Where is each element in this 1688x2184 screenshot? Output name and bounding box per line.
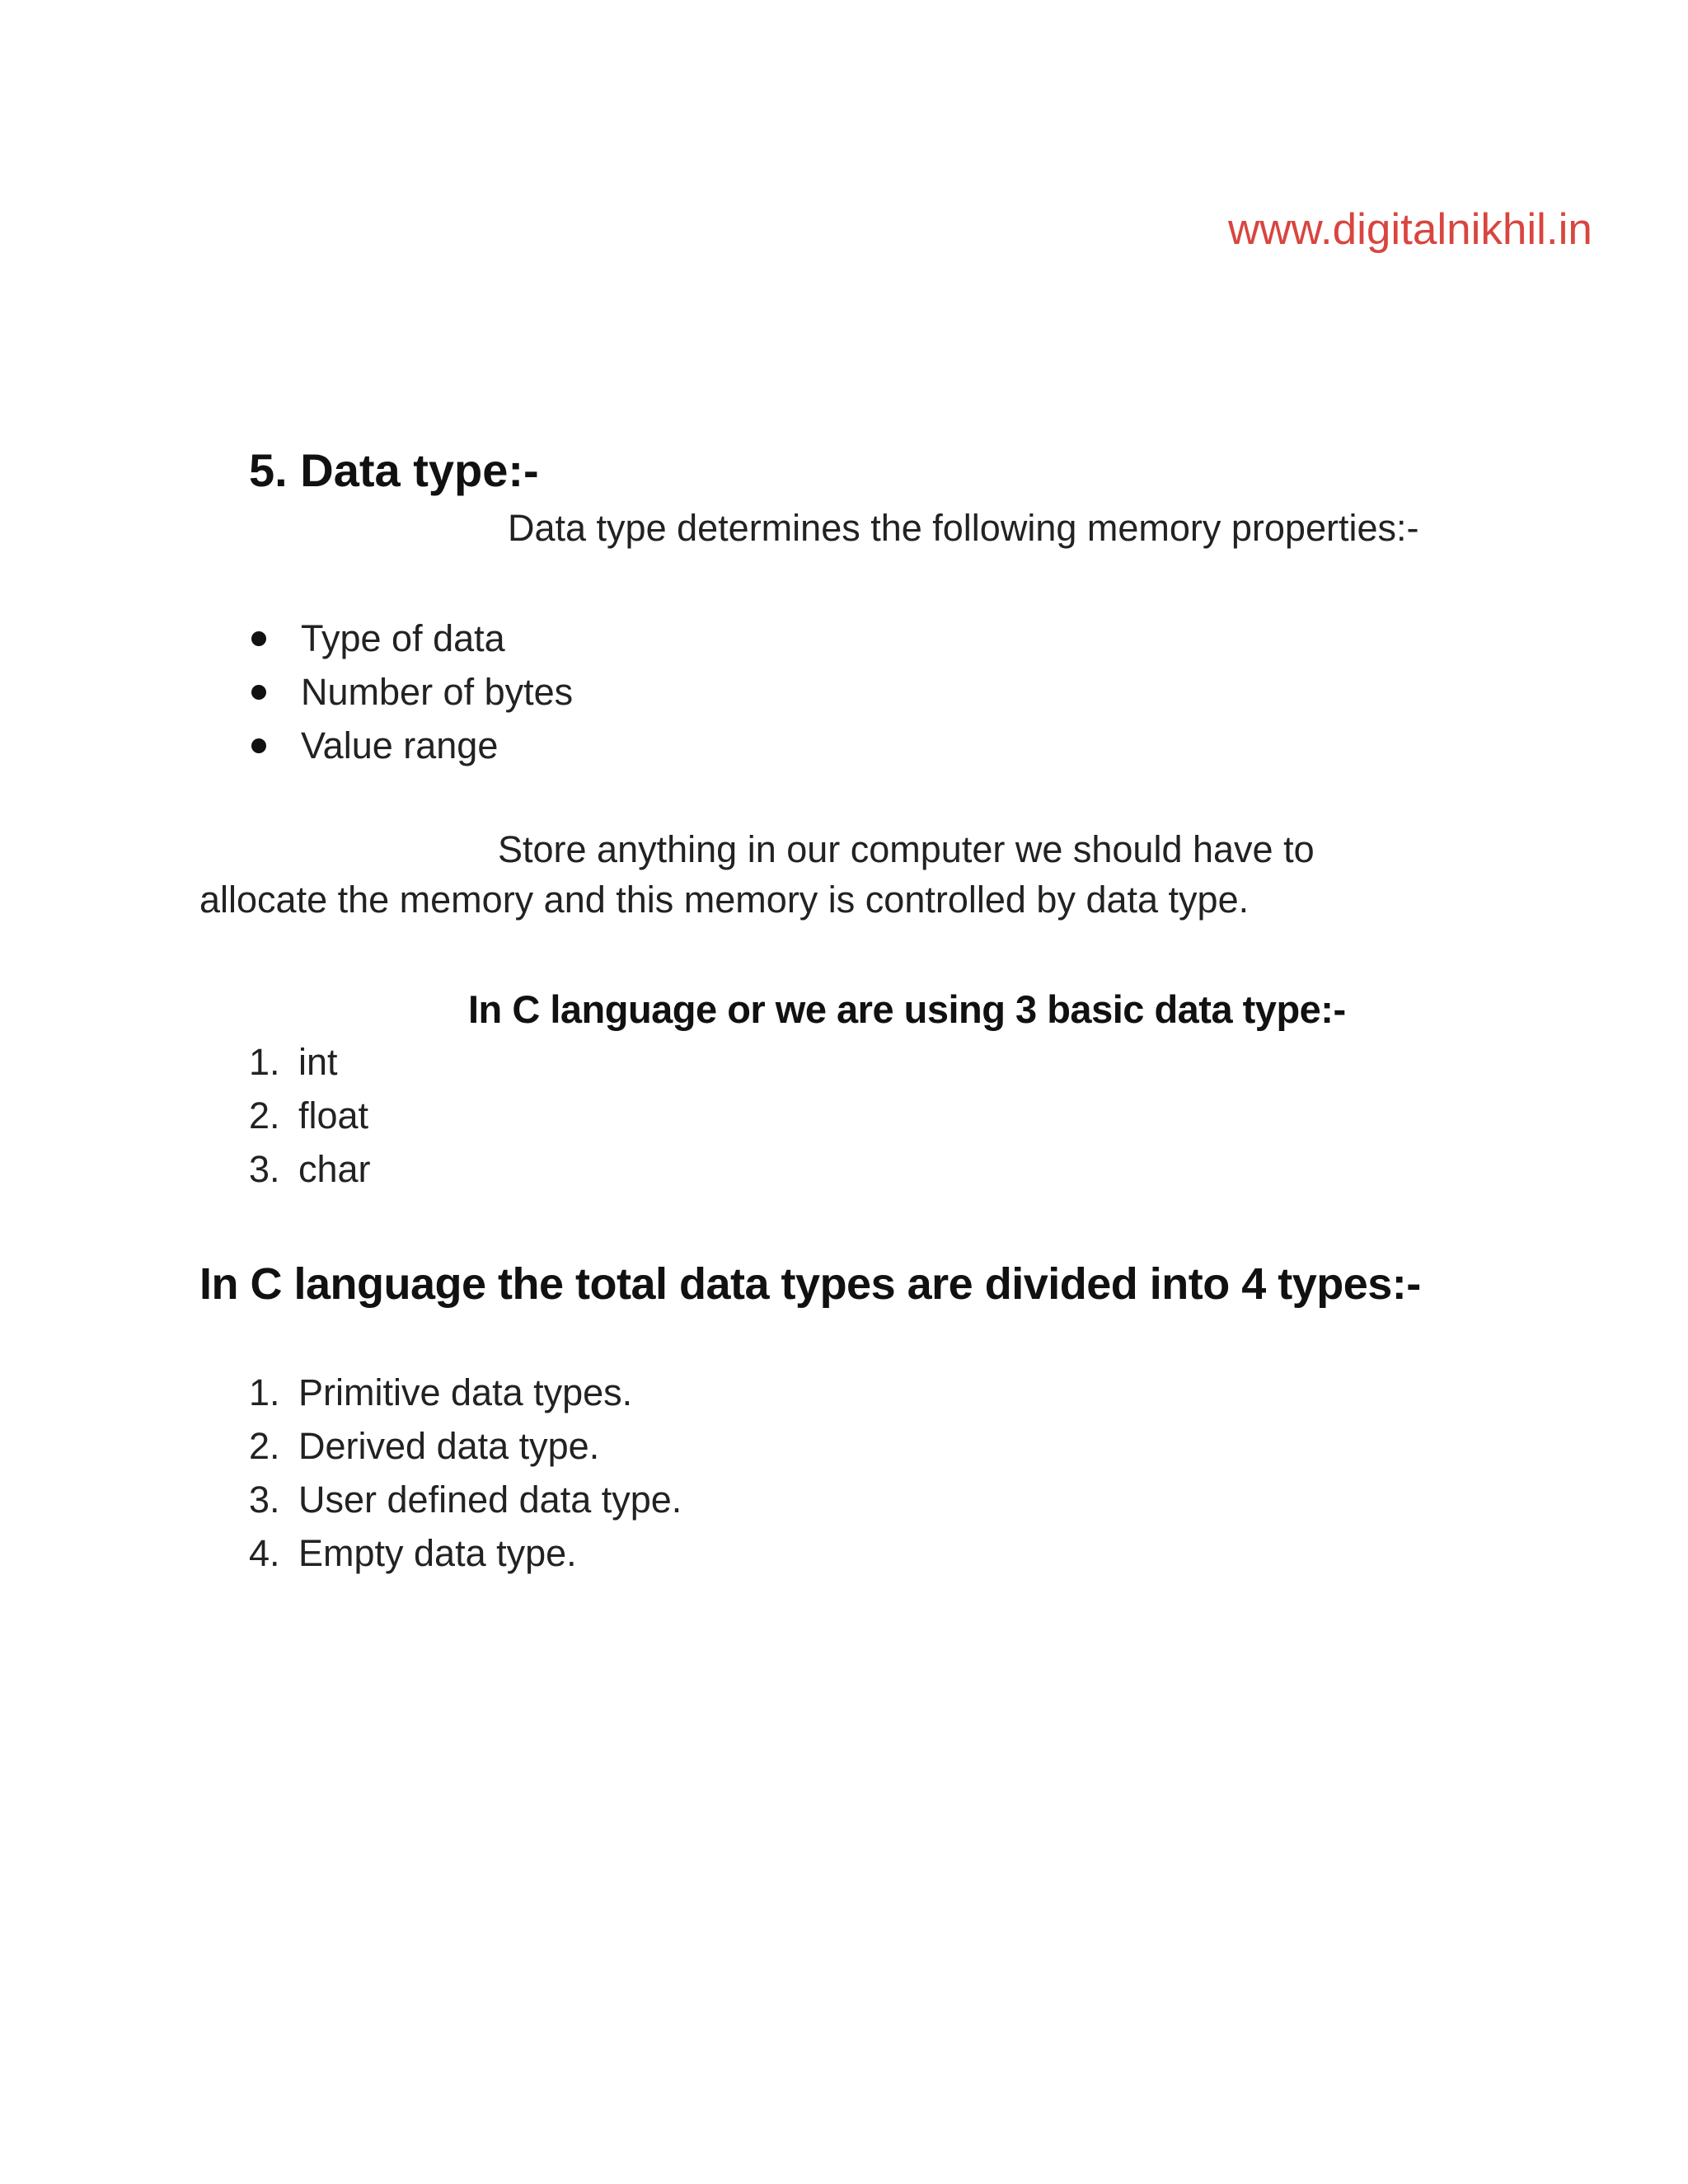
list-item bbox=[249, 1474, 682, 1528]
list-item-text: Type of data bbox=[301, 616, 505, 659]
list-item bbox=[249, 1037, 371, 1090]
list-item bbox=[249, 665, 573, 719]
site-url-link[interactable]: www.digitalnikhil.in bbox=[1228, 205, 1592, 254]
division-heading: In C language the total data types are divided into 4 types:- bbox=[199, 1259, 1421, 1309]
list-item-text: Value range bbox=[301, 724, 499, 766]
basic-types-heading: In C language or we are using 3 basic data type:- bbox=[468, 987, 1346, 1031]
section-heading: 5. Data type:- bbox=[249, 444, 539, 496]
list-number: 3. bbox=[249, 1479, 280, 1521]
list-item-text: User defined data type. bbox=[298, 1479, 682, 1521]
list-item bbox=[249, 1528, 682, 1582]
list-item bbox=[249, 1090, 371, 1144]
list-number: 1. bbox=[249, 1371, 280, 1413]
list-number: 1. bbox=[249, 1041, 280, 1083]
list-item-text: float bbox=[298, 1094, 369, 1137]
bullet-icon bbox=[251, 631, 266, 646]
division-types-list bbox=[249, 1367, 682, 1582]
bullet-icon bbox=[251, 685, 266, 700]
list-item-text: int bbox=[298, 1041, 338, 1083]
list-item-text: Primitive data types. bbox=[298, 1371, 633, 1413]
list-item bbox=[249, 1421, 682, 1474]
basic-types-list bbox=[249, 1037, 371, 1197]
paragraph-line: allocate the memory and this memory is controlled by data type. bbox=[199, 879, 1250, 921]
bullet-icon bbox=[251, 738, 266, 753]
intro-text: Data type determines the following memory properties:- bbox=[508, 507, 1419, 549]
list-item-text: Number of bytes bbox=[301, 670, 574, 713]
list-number: 2. bbox=[249, 1425, 280, 1467]
list-item bbox=[249, 612, 573, 665]
list-number: 2. bbox=[249, 1094, 280, 1137]
list-number: 3. bbox=[249, 1148, 280, 1190]
paragraph-line: Store anything in our computer we should have to bbox=[498, 828, 1315, 870]
list-item-text: Empty data type. bbox=[298, 1532, 577, 1574]
properties-list bbox=[249, 612, 573, 772]
list-number: 4. bbox=[249, 1532, 280, 1574]
list-item bbox=[249, 719, 573, 772]
list-item bbox=[249, 1367, 682, 1421]
list-item-text: char bbox=[298, 1148, 371, 1190]
list-item-text: Derived data type. bbox=[298, 1425, 600, 1467]
list-item bbox=[249, 1144, 371, 1197]
